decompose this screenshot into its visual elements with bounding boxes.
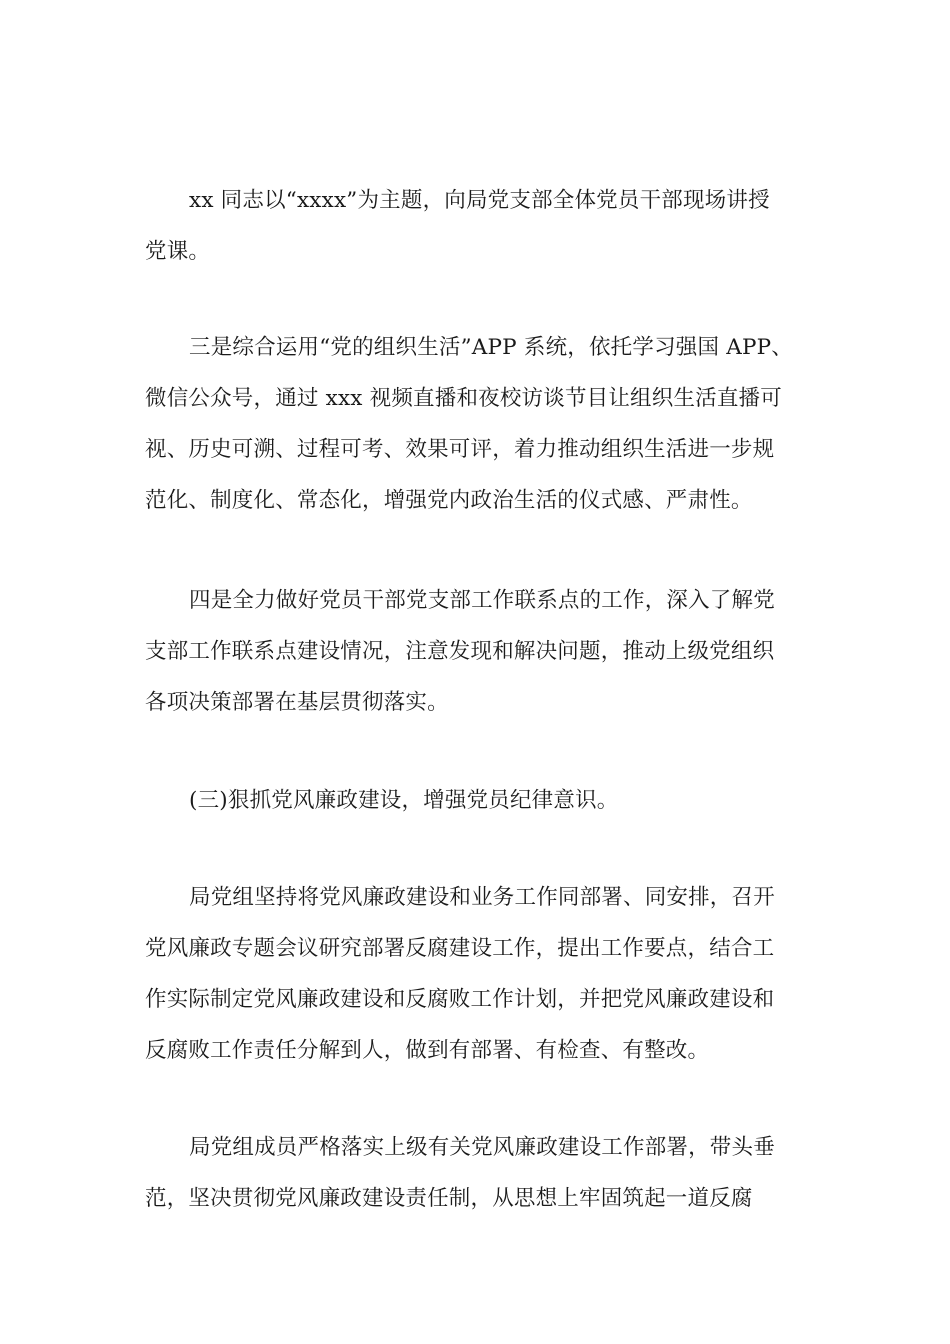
paragraph-line: 三是综合运用“党的组织生活”APP 系统，依托学习强国 APP、 xyxy=(189,335,793,360)
paragraph-line: xx 同志以“xxxx”为主题，向局党支部全体党员干部现场讲授 xyxy=(189,188,770,213)
paragraph-5 xyxy=(145,1122,810,1224)
paragraph-2 xyxy=(145,322,810,526)
paragraph-line: 反腐败工作责任分解到人，做到有部署、有检查、有整改。 xyxy=(145,1038,710,1063)
paragraph-4 xyxy=(145,872,810,1076)
paragraph-line: 四是全力做好党员干部党支部工作联系点的工作，深入了解党 xyxy=(189,588,775,613)
section-heading xyxy=(145,775,810,826)
paragraph-line: 各项决策部署在基层贯彻落实。 xyxy=(145,690,449,715)
paragraph-line: 局党组成员严格落实上级有关党风廉政建设工作部署，带头垂 xyxy=(189,1135,775,1160)
section-heading-text: (三)狠抓党风廉政建设，增强党员纪律意识。 xyxy=(189,788,619,813)
paragraph-1 xyxy=(145,175,810,277)
paragraph-line: 范化、制度化、常态化，增强党内政治生活的仪式感、严肃性。 xyxy=(145,488,753,513)
paragraph-3 xyxy=(145,575,810,728)
paragraph-line: 作实际制定党风廉政建设和反腐败工作计划，并把党风廉政建设和 xyxy=(145,987,775,1012)
paragraph-line: 微信公众号，通过 xxx 视频直播和夜校访谈节目让组织生活直播可 xyxy=(145,386,782,411)
paragraph-line: 视、历史可溯、过程可考、效果可评，着力推动组织生活进一步规 xyxy=(145,437,775,462)
paragraph-line: 支部工作联系点建设情况，注意发现和解决问题，推动上级党组织 xyxy=(145,639,775,664)
paragraph-line: 党课。 xyxy=(145,239,211,264)
paragraph-line: 党风廉政专题会议研究部署反腐建设工作，提出工作要点，结合工 xyxy=(145,936,775,961)
paragraph-line: 局党组坚持将党风廉政建设和业务工作同部署、同安排，召开 xyxy=(189,885,775,910)
paragraph-line: 范，坚决贯彻党风廉政建设责任制，从思想上牢固筑起一道反腐 xyxy=(145,1186,753,1211)
